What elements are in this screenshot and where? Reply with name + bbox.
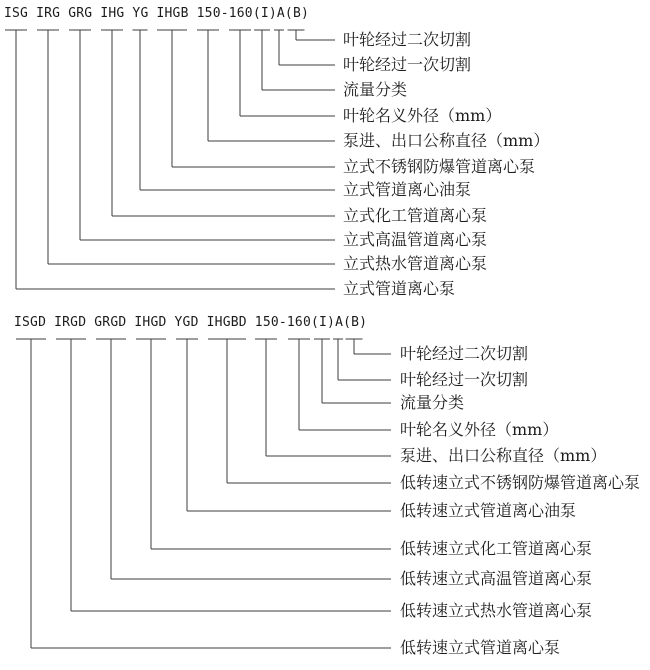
meaning-label-IHGBD: 低转速立式不锈钢防爆管道离心泵: [400, 473, 641, 492]
meaning-label-YG: 立式管道离心油泵: [343, 180, 472, 199]
meaning-label-150: 泵进、出口公称直径（mm）: [343, 131, 550, 150]
meaning-label-(B): 叶轮经过二次切割: [343, 30, 472, 49]
meaning-label-IRG: 立式热水管道离心泵: [343, 254, 488, 273]
meaning-label-ISGD: 低转速立式管道离心泵: [400, 638, 561, 657]
meaning-label-IHGD: 低转速立式化工管道离心泵: [400, 539, 593, 558]
meaning-label-150: 泵进、出口公称直径（mm）: [400, 446, 607, 465]
meaning-label-A: 叶轮经过一次切割: [400, 370, 529, 389]
meaning-label-GRG: 立式高温管道离心泵: [343, 230, 488, 249]
meaning-label-160: 叶轮名义外径（mm）: [343, 106, 502, 125]
meaning-label-IHGB: 立式不锈钢防爆管道离心泵: [343, 157, 536, 176]
meaning-label-ISG: 立式管道离心泵: [343, 279, 456, 298]
meaning-label-IRGD: 低转速立式热水管道离心泵: [400, 601, 593, 620]
meaning-label-160: 叶轮名义外径（mm）: [400, 420, 559, 439]
meaning-label-A: 叶轮经过一次切割: [343, 55, 472, 74]
meaning-label-YGD: 低转速立式管道离心油泵: [400, 501, 577, 520]
model-code-header-isgd: ISGD IRGD GRGD IHGD YGD IHGBD 150-160(I)A(B): [14, 315, 368, 330]
meaning-label-(I): 流量分类: [400, 393, 465, 412]
meaning-label-IHG: 立式化工管道离心泵: [343, 206, 488, 225]
meaning-label-(I): 流量分类: [343, 80, 408, 99]
meaning-label-(B): 叶轮经过二次切割: [400, 344, 529, 363]
model-code-header-isg: ISG IRG GRG IHG YG IHGB 150-160(I)A(B): [4, 6, 310, 21]
meaning-label-GRGD: 低转速立式高温管道离心泵: [400, 569, 593, 588]
